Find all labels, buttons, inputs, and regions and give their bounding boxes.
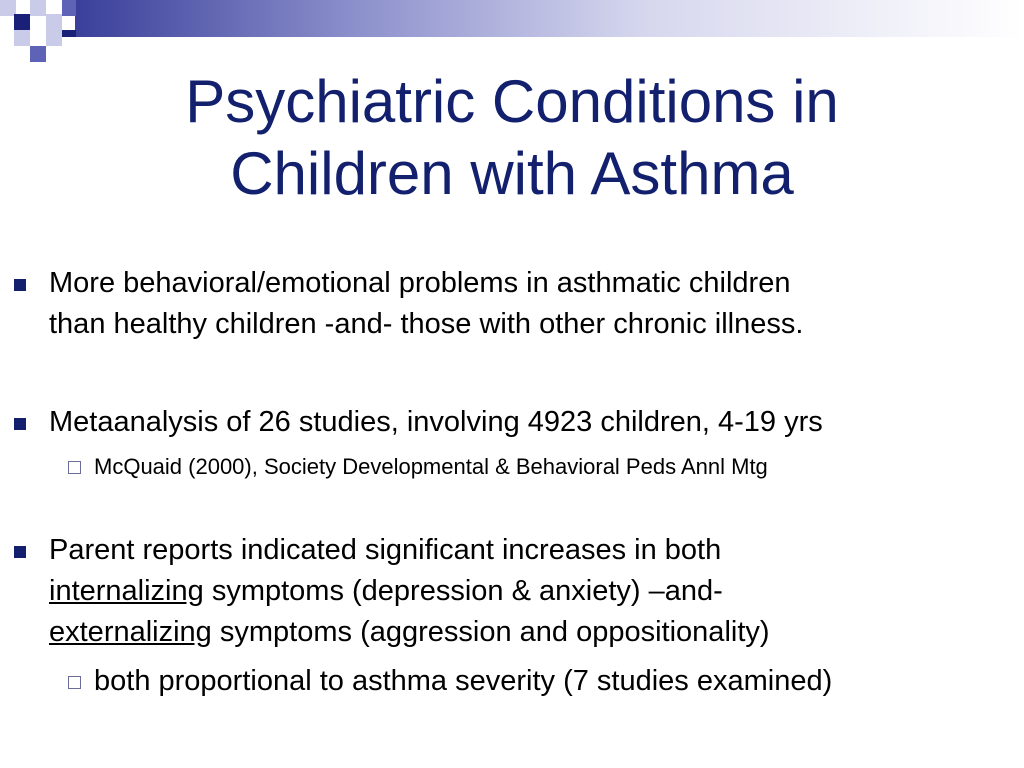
list-item-line: More behavioral/emotional problems in asthmatic children [49,267,791,299]
square-bullet-icon [14,418,26,430]
list-item-line [49,571,999,612]
list-item [49,402,999,443]
list-item [49,263,999,345]
square-bullet-icon [14,546,26,558]
hollow-square-bullet-icon [68,461,81,474]
list-item-line [49,612,999,653]
sub-list-item: McQuaid (2000), Society Developmental & Behavioral Peds Annl Mtg [94,454,768,479]
slide-title-line1: Psychiatric Conditions in [185,68,839,135]
externalizing-term: externalizing [49,616,212,648]
hollow-square-bullet-icon [68,676,81,689]
list-item-line: Parent reports indicated significant increases in both [49,534,722,566]
list-item-line: Metaanalysis of 26 studies, involving 4923 children, 4-19 yrs [49,406,823,438]
list-item-text: symptoms (aggression and oppositionality) [211,616,770,648]
list-item-text: symptoms (depression & anxiety) –and- [203,575,723,607]
square-bullet-icon [14,279,26,291]
slide-title-line2: Children with Asthma [230,140,794,207]
list-item [49,530,999,653]
list-item-line: than healthy children -and- those with other chronic illness. [49,308,804,340]
sub-list-item: both proportional to asthma severity (7 studies examined) [94,665,833,697]
internalizing-term: internalizing [49,575,204,607]
